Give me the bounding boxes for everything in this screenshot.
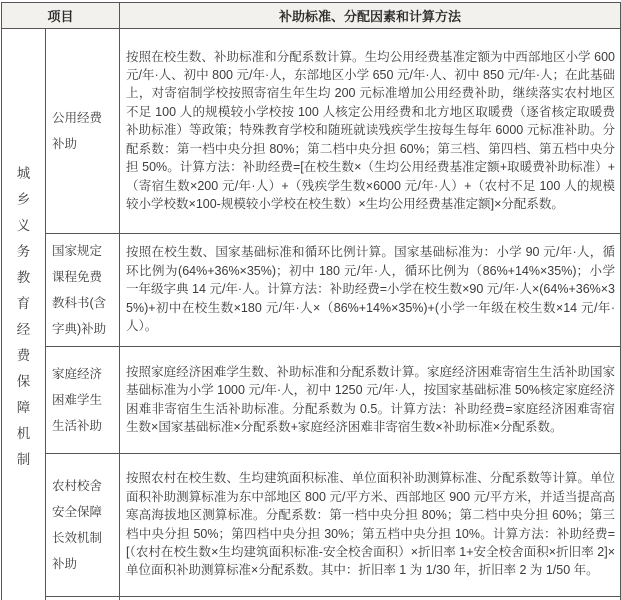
item-content-public-funds-subsidy: 按照在校生数、补助标准和分配系数计算。生均公用经费基准定额为中西部地区小学 600 元/年·人、初中 800 元/年·人，东部地区小学 650 元/年·人、初中 850 元/年·人；在此基础上，对寄宿制学校按照寄宿生年生均 200 元标准增加公用经费补助，继续落实农村地区不足 100 人的规模较小学校按 100 人核定公用经费和北方地区取暖费（逐省核定取暖费补助标准）等政策；特殊教育学校和随班就读残疾学生按每生每年 6000 元标准补助。分配系数：第一档中央分担 80%；第二档中央分担 60%；第三档、第四档、第五档中央分担 50%。计算方法：补助经费=[在校生数×（生均公用经费基准定额+取暖费补助标准）+（寄宿生数×200 元/年·人）+（残疾学生数×6000 元/年·人）+（农村不足 100 人的规模较小学校数×100-规模较小学校在校生数）×生均公用经费基准定额]×分配系数。	[120, 29, 621, 234]
cutoff-content-cell	[120, 597, 621, 600]
item-label-poor-students-living-subsidy: 家庭经济困难学生生活补助	[46, 347, 120, 454]
item-label-free-textbooks-subsidy: 国家规定课程免费教科书(含字典)补助	[46, 234, 120, 347]
cutoff-label-cell	[46, 597, 120, 600]
table-row-cutoff	[2, 597, 621, 600]
item-content-free-textbooks-subsidy: 按照在校生数、国家基础标准和循环比例计算。国家基础标准为：小学 90 元/年·人，循环比例为(64%+36%×35%)；初中 180 元/年·人，循环比例为（86%+14%×35%)；小学一年级字典 14 元/年·人。计算方法：补助经费=小学在校生数×90 元/年·人×(64%+36%×35%)+初中在校生数×180 元/年·人×（86%+14%×35%)+(小学一年级在校生数×14 元/年·人）。	[120, 234, 621, 347]
table-row	[2, 29, 621, 234]
header-cell-method: 补助标准、分配因素和计算方法	[120, 3, 621, 29]
table-header-row	[2, 3, 621, 29]
item-content-rural-school-building-safety-subsidy: 按照农村在校生数、生均建筑面积标准、单位面积补助测算标准、分配系数等计算。单位面积补助测算标准为东中部地区 800 元/平方米、西部地区 900 元/平方米，并适当提高高寒高海拔地区测算标准。分配系数：第一档中央分担 80%；第二档中央分担 60%；第三档中央分担 50%；第四档中央分担 30%；第五档中央分担 10%。计算方法：补助经费=[（农村在校生数×生均建筑面积标准-安全校舍面积）×折旧率 1+安全校舍面积×折旧率 2]×单位面积补助测算标准×分配系数。其中：折旧率 1 为 1/30 年，折旧率 2 为 1/50 年。	[120, 454, 621, 597]
subsidy-standards-table	[1, 2, 621, 600]
category-cell-urban-rural-education-fund	[2, 29, 46, 600]
table-row	[2, 234, 621, 347]
item-content-poor-students-living-subsidy: 按照家庭经济困难学生数、补助标准和分配系数计算。家庭经济困难寄宿生生活补助国家基础标准为小学 1000 元/年·人，初中 1250 元/年·人，按国家基础标准 50%核定家庭经济困难非寄宿生生活补助标准。分配系数为 0.5。计算方法：补助经费=家庭经济困难寄宿生数×国家基础标准×分配系数+家庭经济困难非寄宿生数×补助标准×分配系数。	[120, 347, 621, 454]
category-vertical-label: 城乡义务教育经费保障机制	[16, 165, 31, 467]
item-label-rural-school-building-safety-subsidy: 农村校舍安全保障长效机制补助	[46, 454, 120, 597]
item-label-public-funds-subsidy: 公用经费补助	[46, 29, 120, 234]
table-row	[2, 454, 621, 597]
header-cell-project: 项目	[2, 3, 120, 29]
table-row	[2, 347, 621, 454]
